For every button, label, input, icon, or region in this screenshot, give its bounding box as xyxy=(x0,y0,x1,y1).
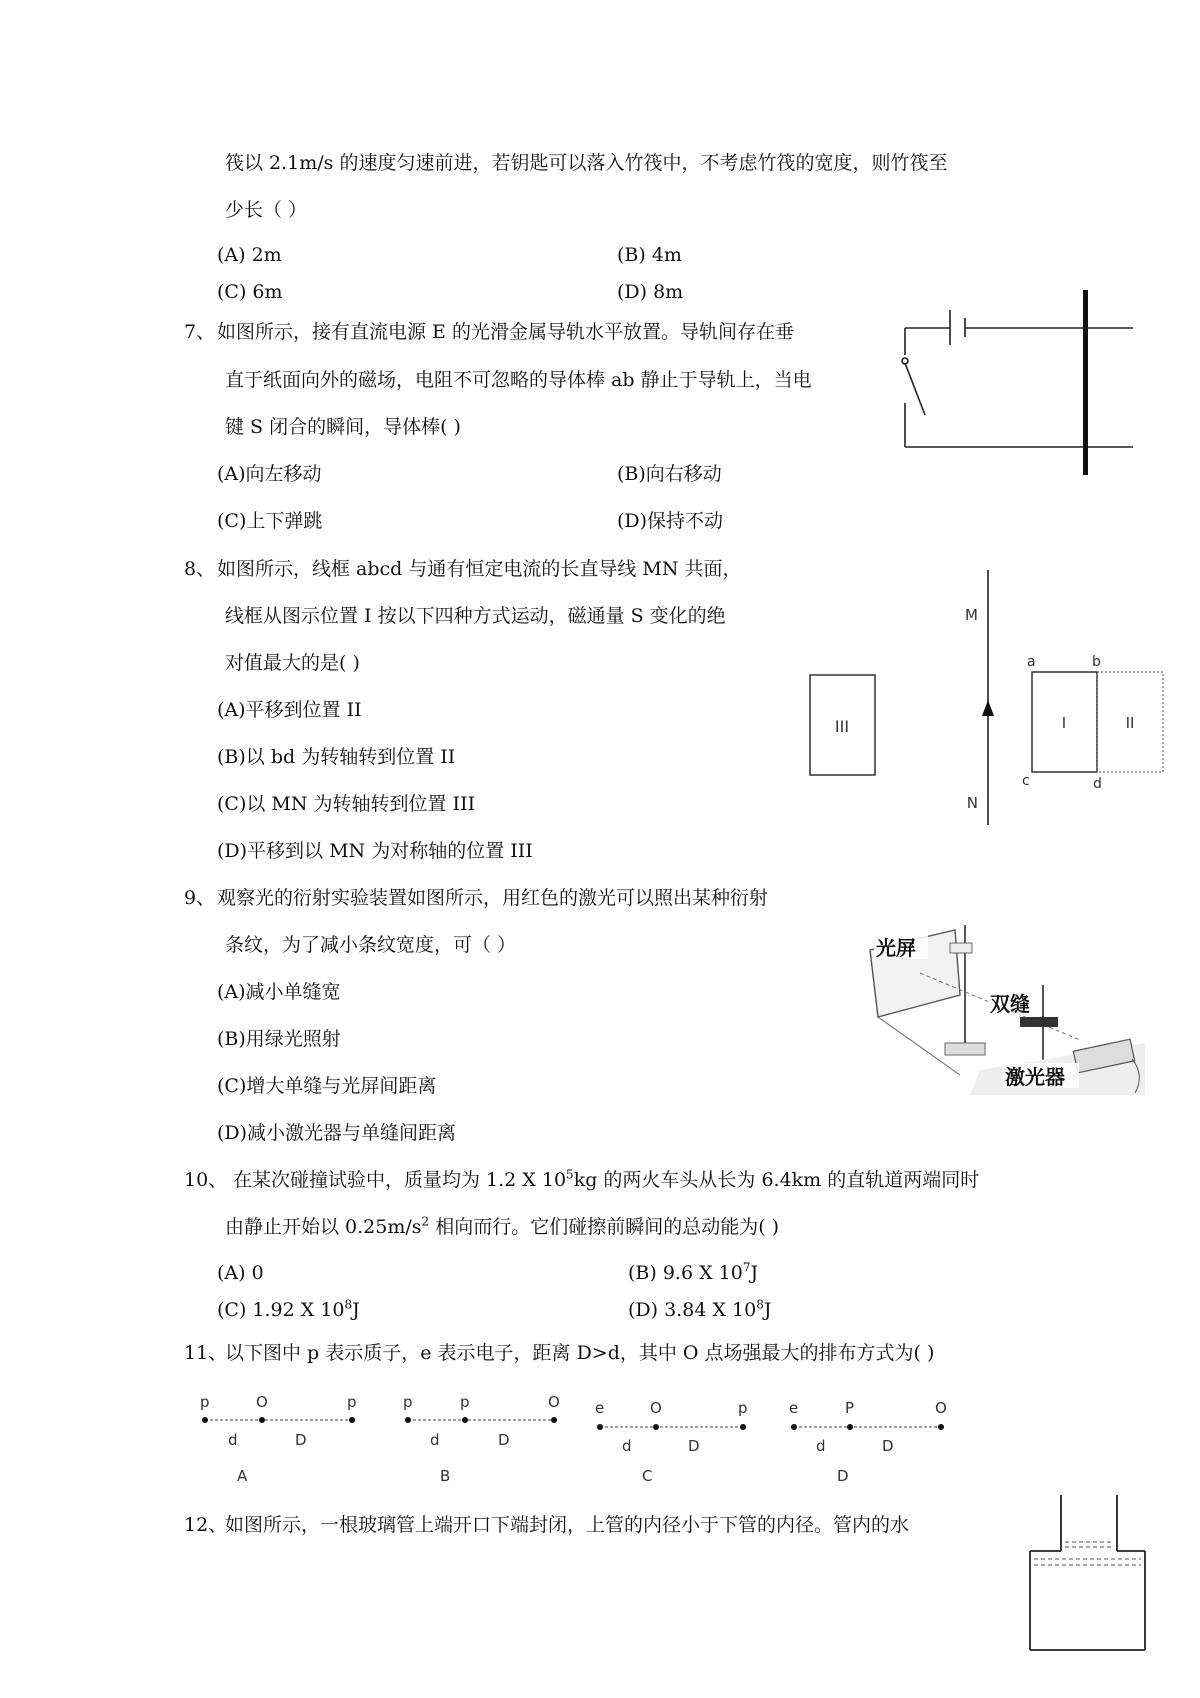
fig-d-right: O xyxy=(935,1399,947,1417)
fig-c-caption: C xyxy=(642,1467,653,1485)
q11-arrangement-figures xyxy=(190,1385,970,1485)
q12-glass-tube-figure xyxy=(1025,1495,1150,1655)
fig-c-D: D xyxy=(688,1437,700,1455)
label-d: d xyxy=(1093,776,1102,792)
fig-c-right: p xyxy=(738,1399,748,1417)
q7-option-d: (D)保持不动 xyxy=(617,510,724,532)
fig-b-d: d xyxy=(430,1431,440,1449)
current-arrow-icon xyxy=(982,700,994,716)
q10-option-d: (D) 3.84 X $10^8J$ xyxy=(628,1297,772,1321)
fig-b-right: O xyxy=(548,1393,560,1411)
label-laser: 激光器 xyxy=(1005,1065,1065,1089)
fig-d-caption: D xyxy=(837,1467,849,1485)
q7-number: 7、 xyxy=(184,321,216,343)
q7-option-a: (A)向左移动 xyxy=(217,463,322,485)
q6-option-c: (C) 6m xyxy=(217,281,283,303)
q7-option-b: (B)向右移动 xyxy=(617,463,722,485)
q8-wire-loop-figure xyxy=(800,570,1180,830)
label-n: N xyxy=(966,794,978,812)
q8-line2: 线框从图示位置 I 按以下四种方式运动，磁通量 S 变化的绝 xyxy=(225,605,726,627)
fig-d-mid: P xyxy=(845,1399,855,1417)
q7-circuit-figure xyxy=(895,285,1145,480)
fig-b-D: D xyxy=(498,1431,510,1449)
q7-line1: 如图所示，接有直流电源 E 的光滑金属导轨水平放置。导轨间存在垂 xyxy=(217,321,794,343)
q8-option-a: (A)平移到位置 II xyxy=(217,699,362,721)
q10-number: 10、 xyxy=(184,1169,228,1191)
fig-b-left: p xyxy=(403,1393,413,1411)
label-b: b xyxy=(1092,654,1101,670)
q6-option-d: (D) 8m xyxy=(617,281,684,303)
q6-line2: 少长（ ） xyxy=(225,199,308,221)
fig-a-right: p xyxy=(347,1393,357,1411)
fig-a-mid: O xyxy=(256,1393,268,1411)
q8-number: 8、 xyxy=(184,558,216,580)
q8-option-c: (C)以 MN 为转轴转到位置 III xyxy=(217,793,476,815)
q8-option-d: (D)平移到以 MN 为对称轴的位置 III xyxy=(217,840,533,862)
q9-number: 9、 xyxy=(184,887,216,909)
q9-line1: 观察光的衍射实验装置如图所示，用红色的激光可以照出某种衍射 xyxy=(217,887,769,909)
q9-line2: 条纹，为了减小条纹宽度，可（ ） xyxy=(225,934,517,956)
fig-c-mid: O xyxy=(650,1399,662,1417)
label-i: I xyxy=(1061,714,1067,732)
label-ii: II xyxy=(1125,714,1135,732)
q6-line1: 筏以 2.1m/s 的速度匀速前进，若钥匙可以落入竹筏中，不考虑竹筏的宽度，则竹筏至 xyxy=(225,152,948,174)
label-screen: 光屏 xyxy=(876,936,916,960)
fig-d-d: d xyxy=(816,1437,826,1455)
fig-a-left: p xyxy=(200,1393,210,1411)
q11-number: 11、 xyxy=(184,1342,228,1364)
fig-c-left: e xyxy=(595,1399,605,1417)
q9-option-a: (A)减小单缝宽 xyxy=(217,981,341,1003)
q9-option-d: (D)减小激光器与单缝间距离 xyxy=(217,1122,457,1144)
q10-line1: 在某次碰撞试验中，质量均为 1.2 X $10^5kg$ 的两火车头从长为 6.4km 的直轨道两端同时 xyxy=(233,1167,980,1191)
label-c: c xyxy=(1022,773,1030,789)
q9-option-b: (B)用绿光照射 xyxy=(217,1028,341,1050)
fig-d-left: e xyxy=(789,1399,799,1417)
fig-a-d: d xyxy=(228,1431,238,1449)
q11-line1: 以下图中 p 表示质子，e 表示电子，距离 D>d，其中 O 点场强最大的排布方式为( ) xyxy=(225,1342,935,1364)
label-double-slit: 双缝 xyxy=(990,992,1030,1016)
q7-line2: 直于纸面向外的磁场，电阻不可忽略的导体棒 ab 静止于导轨上，当电 xyxy=(225,369,812,391)
q8-line3: 对值最大的是( ) xyxy=(225,652,360,674)
q8-line1: 如图所示，线框 abcd 与通有恒定电流的长直导线 MN 共面， xyxy=(217,558,742,580)
q6-option-b: (B) 4m xyxy=(617,244,682,266)
fig-a-caption: A xyxy=(237,1467,248,1485)
q7-line3: 键 S 闭合的瞬间，导体棒( ) xyxy=(225,416,461,438)
q10-option-c: (C) 1.92 X $10^8J$ xyxy=(217,1297,360,1321)
q6-option-a: (A) 2m xyxy=(217,244,282,266)
fig-d-D: D xyxy=(882,1437,894,1455)
q10-option-a: (A) 0 xyxy=(217,1262,264,1284)
q10-line2: 由静止开始以 $0.25m/s^2$ 相向而行。它们碰擦前瞬间的总动能为( ) xyxy=(225,1214,780,1238)
label-a: a xyxy=(1027,654,1036,670)
fig-b-caption: B xyxy=(440,1467,451,1485)
q9-diffraction-apparatus-figure xyxy=(860,925,1145,1095)
q7-option-c: (C)上下弹跳 xyxy=(217,510,323,532)
q9-option-c: (C)增大单缝与光屏间距离 xyxy=(217,1075,437,1097)
q8-option-b: (B)以 bd 为转轴转到位置 II xyxy=(217,746,456,768)
label-m: M xyxy=(965,606,978,624)
q12-line1: 如图所示，一根玻璃管上端开口下端封闭，上管的内径小于下管的内径。管内的水 xyxy=(225,1514,910,1536)
q12-number: 12、 xyxy=(184,1514,228,1536)
fig-b-mid: p xyxy=(460,1393,470,1411)
label-iii: III xyxy=(834,717,850,736)
fig-c-d: d xyxy=(622,1437,632,1455)
fig-a-D: D xyxy=(295,1431,307,1449)
q10-option-b: (B) 9.6 X $10^7J$ xyxy=(628,1260,759,1284)
